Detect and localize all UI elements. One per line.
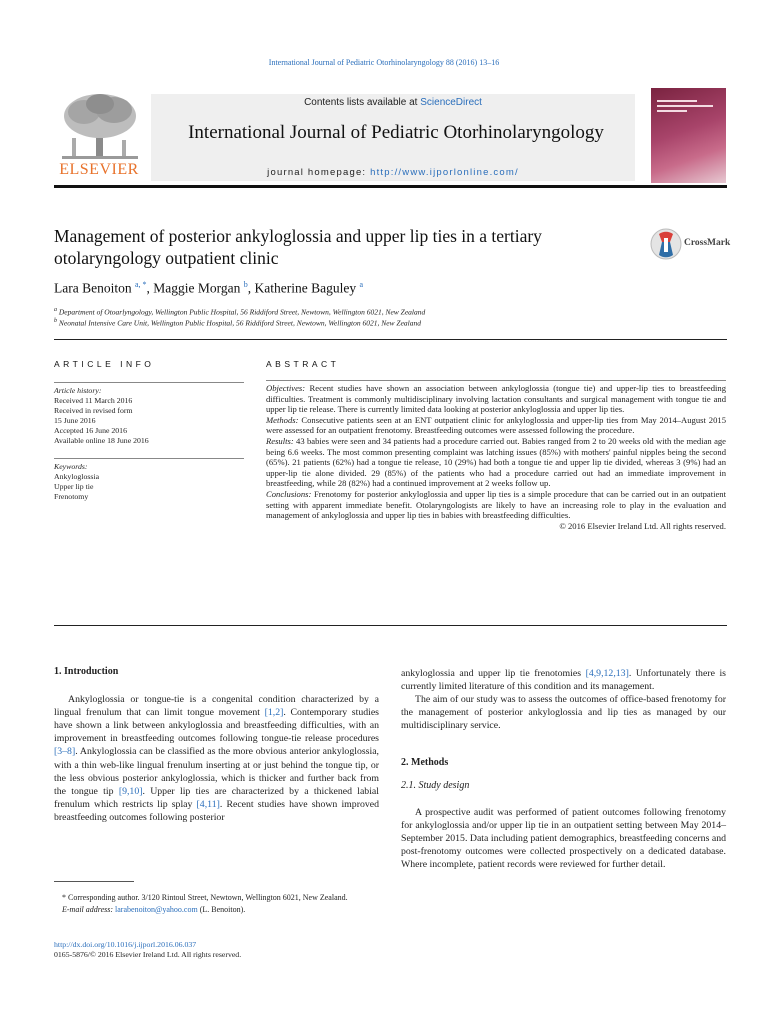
crossmark-badge[interactable] — [650, 226, 730, 262]
abstract-methods: Methods: Consecutive patients seen at an ENT outpatient clinic for ankyloglossia and upper-lip ties from May 2014–August 2015 were assessed for an outpatient frenotomy. Breastfeeding outcomes were assessed following the procedure. — [266, 414, 726, 436]
author-affiliation-mark[interactable]: a — [359, 280, 364, 289]
body-column-left — [54, 665, 379, 824]
citation-link[interactable]: [9,10] — [118, 785, 143, 797]
issn-line: 0165-5876/© 2016 Elsevier Ireland Ltd. All rights reserved. — [54, 950, 242, 959]
study-design-paragraph: A prospective audit was performed of patient outcomes following frenotomy for ankyloglossia and/or upper lip tie in an outpatient setting between May 2014–September 2015. Data including patient demographics, breastfeeding concerns and post-frenotomy outcomes were collected prospectively on a dedicated database. Where incomplete, patient records were reviewed for further detail. — [401, 806, 726, 871]
info-divider — [54, 382, 244, 383]
aim-paragraph: The aim of our study was to assess the outcomes of office-based frenotomy for the management of posterior ankyloglossia and lip ties as managed by our multidisciplinary service. — [401, 694, 726, 732]
citation-line[interactable]: International Journal of Pediatric Otorhinolaryngology 88 (2016) 13–16 — [268, 58, 500, 67]
article-info — [54, 382, 244, 502]
abstract-results: Results: 43 babies were seen and 34 patients had a procedure carried out. Babies ranged from 2 to 20 weeks old with the median age being 6.6 weeks. The most common presenting complaint was latching issues (85%) with mothers' painful nipples being the second (65%). 21 patients (62%) had a tongue tie release, 10 (29%) had both a tongue tie and upper lip tie divided, whereas 3 (9%) had an upper-lip tie alone divided. 29 (85%) of the patients who had a procedure carried out had an immediate improvement in breastfeeding, while 28 (82%) had a continued improvement at 2 weeks follow up. — [266, 435, 726, 489]
citation-link[interactable]: [3–8] — [54, 746, 76, 758]
section-divider — [54, 339, 727, 340]
copyright-notice: © 2016 Elsevier Ireland Ltd. All rights reserved. — [559, 520, 726, 531]
doi-link[interactable]: http://dx.doi.org/10.1016/j.ijporl.2016.06.037 — [54, 940, 197, 949]
history-item: 15 June 2016 — [54, 416, 96, 425]
sciencedirect-link[interactable]: ScienceDirect — [420, 97, 482, 108]
elsevier-tree-icon — [54, 90, 146, 162]
author[interactable]: Maggie Morgan — [153, 280, 241, 296]
author-affiliation-mark[interactable]: a, * — [134, 280, 147, 289]
footnote-rule — [54, 881, 134, 882]
study-design-heading: 2.1. Study design — [401, 779, 470, 791]
citation-link[interactable]: [4,9,12,13] — [585, 668, 629, 679]
methods-heading: 2. Methods — [401, 757, 449, 769]
history-item: Accepted 16 June 2016 — [54, 426, 127, 435]
journal-title: International Journal of Pediatric Otorhinolaryngology — [188, 122, 604, 143]
elsevier-logo — [54, 90, 146, 183]
keyword: Upper lip tie — [54, 482, 94, 491]
intro-paragraph-continued: ankyloglossia and upper lip tie frenotomies [4,9,12,13]. Unfortunately there is currently limited literature of this condition and its management. — [401, 668, 726, 693]
author[interactable]: Lara Benoiton — [54, 280, 132, 296]
contents-line: Contents lists available at ScienceDirect — [304, 97, 482, 108]
abstract-body — [266, 380, 726, 531]
affiliation-a: $^a$ Department of Otoarlyngology, Wellington Public Hospital, 56 Riddiford Street, Newtown, Wellington 6021, New Zealand — [54, 307, 426, 317]
intro-paragraph: Ankyloglossia or tongue-tie is a congenital condition characterized by a lingual frenulum that can limit tongue movement [1,2]. Contemporary studies have shown a link between ankyloglossia and breastfeeding difficulties, with an improvement in breastfeeding outcomes following tongue-tie release procedures [3–8]. Ankyloglossia can be classified as the more obvious anterior ankyloglossia, with a thin web-like lingual frenulum inserting at or just behind the tongue tip, or the less obvious posterior ankyloglossia, which is thicker and further back from the tongue tip [9,10]. Upper lip ties are characterized by a thickened labial frenulum which restricts lip splay [4,11]. Recent studies have shown improved breastfeeding outcomes following posterior — [54, 694, 379, 823]
doi-block — [54, 940, 241, 960]
crossmark-label: CrossMark — [684, 238, 731, 248]
author-affiliation-mark[interactable]: b — [243, 280, 248, 289]
journal-cover-thumbnail[interactable] — [651, 88, 726, 183]
crossmark-icon — [650, 228, 682, 260]
history-item: Received 11 March 2016 — [54, 396, 133, 405]
citation-link[interactable]: [4,11] — [196, 798, 220, 810]
email-link[interactable]: larabenoiton@yahoo.com — [115, 905, 198, 914]
article-title: Management of posterior ankyloglossia and upper lip ties in a tertiary otolaryngology outpatient clinic — [54, 226, 542, 268]
abstract-heading: ABSTRACT — [266, 359, 340, 369]
body-divider — [54, 625, 727, 626]
header-rule — [54, 185, 727, 188]
history-item: Available online 18 June 2016 — [54, 436, 149, 445]
author[interactable]: Katherine Baguley — [254, 280, 357, 296]
keyword: Frenotomy — [54, 492, 89, 501]
history-label: Article history: — [54, 386, 102, 395]
email-note: E-mail address: larabenoiton@yahoo.com (L. Benoiton). — [62, 905, 246, 914]
abstract-objectives: Objectives: Recent studies have shown an association between ankyloglossia (tongue tie) and upper-lip ties to breastfeeding difficulties. Treatment is commonly multidisciplinary involving lactation consultants and surgical management with tongue tie and upper lip tie release. There is currently limited data looking at posterior ankyloglossia and upper lip ties. — [266, 383, 726, 415]
citation-link[interactable]: [1,2] — [264, 707, 284, 719]
footnote — [54, 893, 379, 915]
author-list: Lara Benoiton $^{a, *}$, Maggie Morgan $^b$, Katherine Baguley $^a$ — [54, 280, 364, 296]
journal-header-panel — [151, 94, 635, 181]
keyword: Ankyloglossia — [54, 472, 100, 481]
cover-title-lines-icon — [657, 98, 717, 114]
intro-heading: 1. Introduction — [54, 666, 119, 677]
history-item: Received in revised form — [54, 406, 133, 415]
body-column-right — [401, 667, 726, 871]
corresponding-author-note: * Corresponding author. 3/120 Rintoul Street, Newtown, Wellington 6021, New Zealand. — [62, 893, 348, 902]
info-divider — [54, 458, 244, 459]
journal-homepage: journal homepage: http://www.ijporlonline.com/ — [267, 167, 519, 178]
publisher-name: ELSEVIER — [59, 161, 139, 178]
abstract-divider — [266, 380, 726, 381]
affiliation-b: $^b$ Neonatal Intensive Care Unit, Wellington Public Hospital, 56 Riddiford Street, Newtown, Wellington 6021, New Zealand — [54, 318, 422, 328]
homepage-link[interactable]: http://www.ijporlonline.com/ — [370, 167, 519, 178]
article-info-heading: ARTICLE INFO — [54, 359, 155, 369]
journal-banner — [54, 90, 727, 183]
abstract-conclusions: Conclusions: Frenotomy for posterior ankyloglossia and upper lip ties is a simple procedure that can be carried out in an outpatient setting with apparent immediate benefit. Otolaryngologists are likely to have an increasing role to play in the evaluation and management of ankyloglossia and upper lip ties in babies with breastfeeding difficulties. — [266, 488, 726, 521]
keywords-label: Keywords: — [54, 462, 88, 471]
